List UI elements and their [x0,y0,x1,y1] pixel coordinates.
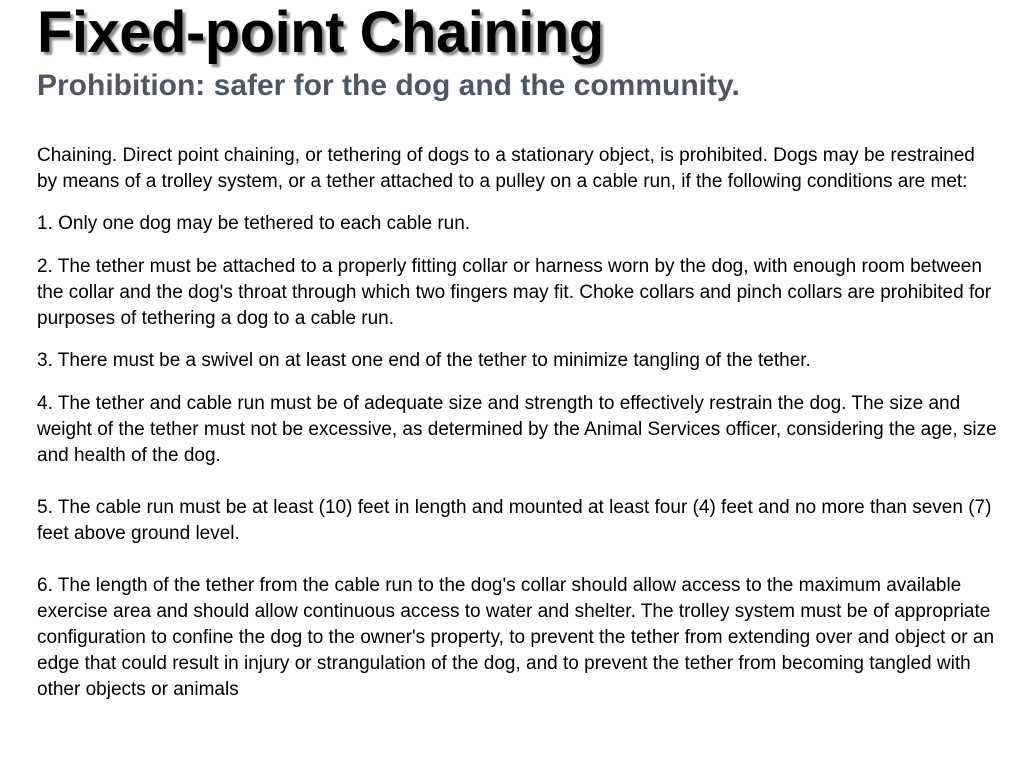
condition-item-4: 4. The tether and cable run must be of adequate size and strength to effectively restrain the dog. The size and weight of the tether must not be excessive, as determined by the Animal Services officer, considering the age, size and health of the dog. [37,393,997,466]
intro-text: Direct point chaining, or tethering of dogs to a stationary object, is prohibited. Dogs may be restrained by means of a trolley system, or a tether attached to a pulley on a cable run, if the following conditions are met: [37,145,975,192]
intro-lead: Chaining. [37,145,118,166]
slide-subtitle: Prohibition: safer for the dog and the community. [37,69,740,102]
intro-paragraph [37,143,997,195]
condition-item-3: 3. There must be a swivel on at least one end of the tether to minimize tangling of the tether. [37,350,811,371]
condition-item-6: 6. The length of the tether from the cable run to the dog's collar should allow access to the maximum available exercise area and should allow continuous access to water and shelter. The trolley system must be of appropriate configuration to confine the dog to the owner's property, to prevent the tether from extending over and object or an edge that could result in injury or strangulation of the dog, and to prevent the tether from becoming tangled with other objects or animals [37,575,995,700]
condition-item-1: 1. Only one dog may be tethered to each cable run. [37,213,471,234]
slide-body [37,143,997,703]
condition-item-2: 2. The tether must be attached to a properly fitting collar or harness worn by the dog, with enough room between the collar and the dog's throat through which two fingers may fit. Choke collars and pinch collars are prohibited for purposes of tethering a dog to a cable run. [37,256,992,329]
slide-title: Fixed-point Chaining [37,0,604,65]
condition-item-5: 5. The cable run must be at least (10) feet in length and mounted at least four (4) feet and no more than seven (7) feet above ground level. [37,497,992,544]
